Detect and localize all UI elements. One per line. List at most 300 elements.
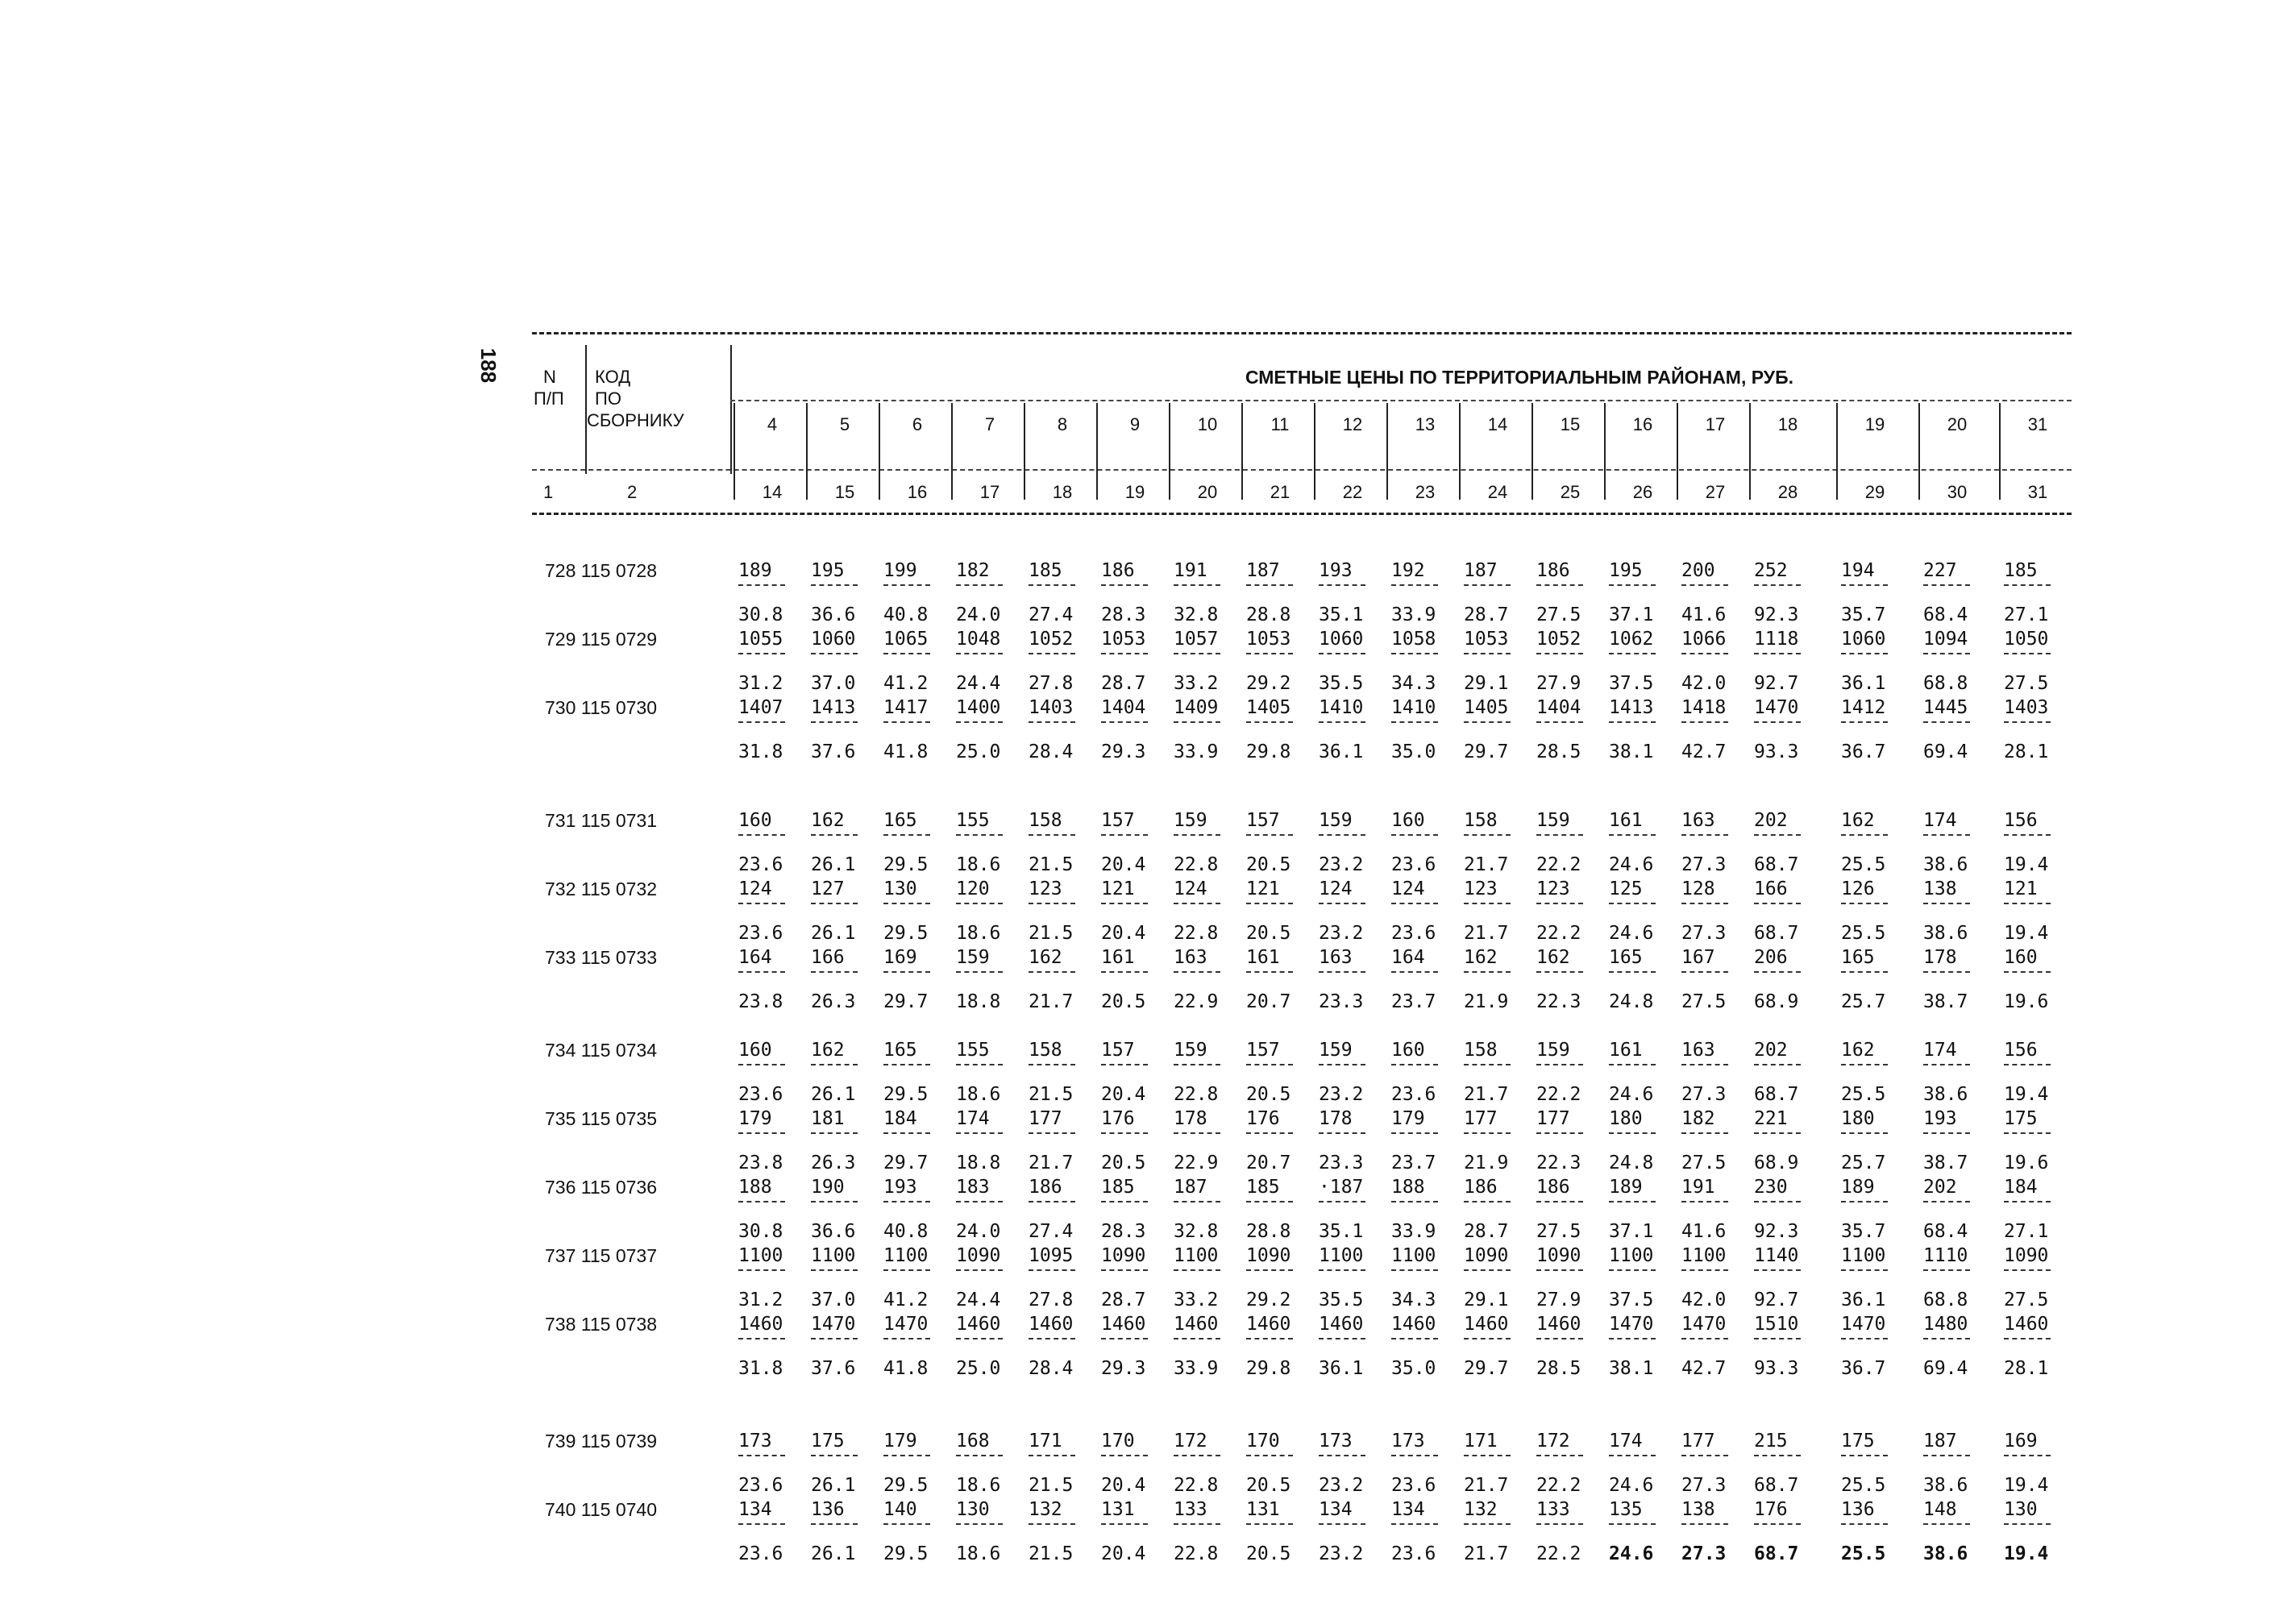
price-value: 180 <box>1609 1108 1643 1129</box>
coefficient-value: 23.7 <box>1391 991 1436 1012</box>
fraction-divider <box>1536 834 1583 836</box>
fraction-divider <box>1681 721 1728 723</box>
fraction-divider <box>2004 1201 2051 1202</box>
price-value: 1100 <box>1174 1245 1219 1266</box>
price-value: 124 <box>1319 878 1353 899</box>
coefficient-value: 69.4 <box>1923 1358 1968 1379</box>
fraction-divider <box>1464 971 1511 973</box>
fraction-divider <box>956 1523 1003 1525</box>
price-value: 179 <box>883 1431 917 1452</box>
fraction-divider <box>1754 1064 1801 1065</box>
price-value: 1060 <box>811 629 856 650</box>
coefficient-value: 36.1 <box>1319 741 1364 762</box>
coefficient-value: 24.6 <box>1609 1543 1654 1564</box>
fraction-divider <box>1681 1455 1728 1456</box>
fraction-divider <box>1841 1455 1888 1456</box>
coefficient-value: 68.7 <box>1754 1475 1799 1496</box>
fraction-divider <box>2004 1523 2051 1525</box>
price-value: 1470 <box>811 1314 856 1335</box>
coefficient-value: 21.7 <box>1464 854 1509 875</box>
column-number: 18 <box>1052 482 1073 502</box>
coefficient-value: 35.1 <box>1319 1221 1364 1242</box>
page-number: 188 <box>476 347 501 384</box>
fraction-divider <box>1841 584 1888 586</box>
column-number: 27 <box>1705 482 1726 502</box>
coefficient-value: 27.1 <box>2004 1221 2049 1242</box>
price-value: 127 <box>811 878 845 899</box>
coefficient-value: 22.8 <box>1174 1084 1219 1105</box>
fraction-divider <box>811 1064 858 1065</box>
fraction-divider <box>883 653 930 654</box>
price-value: 165 <box>883 810 917 831</box>
price-value: 185 <box>2004 560 2038 581</box>
coefficient-value: 21.9 <box>1464 1153 1509 1173</box>
fraction-divider <box>1174 1064 1220 1065</box>
price-value: 135 <box>1609 1499 1643 1520</box>
fraction-divider <box>811 584 858 586</box>
coefficient-value: 35.0 <box>1391 1358 1436 1379</box>
region-number: 5 <box>839 414 850 434</box>
row-code: 729 115 0729 <box>545 629 657 650</box>
fraction-divider <box>1754 971 1801 973</box>
coefficient-value: 25.5 <box>1841 854 1886 875</box>
fraction-divider <box>1029 834 1075 836</box>
fraction-divider <box>1536 1338 1583 1339</box>
fraction-divider <box>956 1132 1003 1134</box>
coefficient-value: 68.7 <box>1754 854 1799 875</box>
fraction-divider <box>1841 1338 1888 1339</box>
price-value: 1470 <box>1841 1314 1886 1335</box>
fraction-divider <box>956 1269 1003 1271</box>
price-value: 1470 <box>1609 1314 1654 1335</box>
coefficient-value: 18.6 <box>956 923 1001 944</box>
coefficient-value: 92.7 <box>1754 1290 1799 1310</box>
price-value: 171 <box>1464 1431 1498 1452</box>
price-value: 1100 <box>1391 1245 1436 1266</box>
coefficient-value: 37.1 <box>1609 604 1654 625</box>
coefficient-value: 18.6 <box>956 854 1001 875</box>
fraction-divider <box>883 971 930 973</box>
fraction-divider <box>1029 903 1075 904</box>
price-value: 1412 <box>1841 697 1886 718</box>
price-value: 173 <box>1319 1431 1353 1452</box>
coefficient-value: 35.5 <box>1319 673 1364 694</box>
coefficient-value: 38.1 <box>1609 741 1654 762</box>
column-number: 14 <box>762 482 783 502</box>
price-value: 157 <box>1101 810 1135 831</box>
fraction-divider <box>1391 653 1438 654</box>
price-value: 193 <box>1319 560 1353 581</box>
coefficient-value: 22.3 <box>1536 991 1581 1012</box>
price-value: 185 <box>1246 1177 1280 1198</box>
coefficient-value: 29.1 <box>1464 1290 1509 1310</box>
price-value: 175 <box>811 1431 845 1452</box>
price-value: 1460 <box>956 1314 1001 1335</box>
coefficient-value: 27.5 <box>1536 1221 1581 1242</box>
price-value: 162 <box>811 810 845 831</box>
fraction-divider <box>2004 834 2051 836</box>
fraction-divider <box>1319 1201 1365 1202</box>
coefficient-value: 23.6 <box>738 1543 783 1564</box>
fraction-divider <box>1536 721 1583 723</box>
coefficient-value: 25.5 <box>1841 923 1886 944</box>
fraction-divider <box>1536 1455 1583 1456</box>
coefficient-value: 29.5 <box>883 1084 929 1105</box>
fraction-divider <box>1681 1201 1728 1202</box>
fraction-divider <box>1754 1269 1801 1271</box>
fraction-divider <box>1609 834 1656 836</box>
price-value: 1460 <box>738 1314 783 1335</box>
fraction-divider <box>1101 1064 1148 1065</box>
coefficient-value: 38.1 <box>1609 1358 1654 1379</box>
fraction-divider <box>883 1455 930 1456</box>
price-value: 1480 <box>1923 1314 1968 1335</box>
region-number: 13 <box>1415 414 1436 434</box>
price-value: 172 <box>1536 1431 1570 1452</box>
fraction-divider <box>1246 1523 1293 1525</box>
price-value: 1057 <box>1174 629 1219 650</box>
fraction-divider <box>738 1523 785 1525</box>
fraction-divider <box>1101 1132 1148 1134</box>
coefficient-value: 27.3 <box>1681 1084 1727 1105</box>
coefficient-value: 27.5 <box>2004 673 2049 694</box>
coefficient-value: 22.8 <box>1174 854 1219 875</box>
price-value: 132 <box>1029 1499 1062 1520</box>
coefficient-value: 25.7 <box>1841 1153 1886 1173</box>
price-value: 161 <box>1101 947 1135 968</box>
fraction-divider <box>811 1132 858 1134</box>
coefficient-value: 25.5 <box>1841 1475 1886 1496</box>
fraction-divider <box>1754 584 1801 586</box>
price-value: 187 <box>1246 560 1280 581</box>
price-value: 176 <box>1101 1108 1135 1129</box>
region-divider <box>806 403 808 500</box>
price-value: 121 <box>1246 878 1280 899</box>
coefficient-value: 27.5 <box>1681 1153 1727 1173</box>
fraction-divider <box>1246 903 1293 904</box>
price-value: 162 <box>1536 947 1570 968</box>
price-value: 164 <box>1391 947 1425 968</box>
coefficient-value: 27.1 <box>2004 604 2049 625</box>
price-value: 193 <box>1923 1108 1957 1129</box>
price-value: 1062 <box>1609 629 1654 650</box>
region-divider <box>1314 403 1315 500</box>
price-value: 1407 <box>738 697 783 718</box>
fraction-divider <box>1536 1269 1583 1271</box>
fraction-divider <box>738 971 785 973</box>
fraction-divider <box>738 584 785 586</box>
coefficient-value: 24.8 <box>1609 1153 1654 1173</box>
fraction-divider <box>1464 903 1511 904</box>
coefficient-value: 23.8 <box>738 1153 783 1173</box>
fraction-divider <box>883 834 930 836</box>
fraction-divider <box>1536 903 1583 904</box>
coefficient-value: 20.7 <box>1246 991 1291 1012</box>
fraction-divider <box>1681 834 1728 836</box>
column-number: 29 <box>1864 482 1885 502</box>
fraction-divider <box>2004 653 2051 654</box>
price-value: 175 <box>1841 1431 1875 1452</box>
col-num-2: 2 <box>627 482 638 502</box>
column-number: 28 <box>1777 482 1798 502</box>
coefficient-value: 22.9 <box>1174 1153 1219 1173</box>
price-value: 1445 <box>1923 697 1968 718</box>
price-value: 159 <box>1536 1040 1570 1061</box>
fraction-divider <box>1319 653 1365 654</box>
fraction-divider <box>1391 1338 1438 1339</box>
fraction-divider <box>1609 1269 1656 1271</box>
coefficient-value: 24.8 <box>1609 991 1654 1012</box>
region-number: 12 <box>1342 414 1363 434</box>
fraction-divider <box>1029 1132 1075 1134</box>
fraction-divider <box>1841 1523 1888 1525</box>
coefficient-value: 18.6 <box>956 1084 1001 1105</box>
coefficient-value: 22.2 <box>1536 1543 1581 1564</box>
fraction-divider <box>1246 1338 1293 1339</box>
price-value: 176 <box>1246 1108 1280 1129</box>
region-number: 18 <box>1777 414 1798 434</box>
coefficient-value: 18.8 <box>956 991 1001 1012</box>
coefficient-value: 34.3 <box>1391 1290 1436 1310</box>
fraction-divider <box>1609 1201 1656 1202</box>
region-number: 9 <box>1129 414 1141 434</box>
coefficient-value: 19.6 <box>2004 991 2049 1012</box>
fraction-divider <box>1536 584 1583 586</box>
coefficient-value: 21.5 <box>1029 1475 1074 1496</box>
fraction-divider <box>1923 1201 1970 1202</box>
region-divider <box>879 403 880 500</box>
coefficient-value: 38.6 <box>1923 923 1968 944</box>
coefficient-value: 28.7 <box>1464 604 1509 625</box>
coefficient-value: 23.2 <box>1319 1543 1364 1564</box>
region-number: 20 <box>1947 414 1968 434</box>
price-value: 194 <box>1841 560 1875 581</box>
coefficient-value: 22.3 <box>1536 1153 1581 1173</box>
fraction-divider <box>1174 653 1220 654</box>
region-divider <box>734 403 735 500</box>
fraction-divider <box>738 1132 785 1134</box>
coefficient-value: 23.6 <box>1391 923 1436 944</box>
price-value: 1404 <box>1536 697 1581 718</box>
fraction-divider <box>1464 1201 1511 1202</box>
fraction-divider <box>1391 584 1438 586</box>
price-value: 123 <box>1536 878 1570 899</box>
coefficient-value: 29.7 <box>883 991 929 1012</box>
col-code-label-1: КОД <box>595 367 631 387</box>
coefficient-value: 31.2 <box>738 673 783 694</box>
coefficient-value: 35.1 <box>1319 604 1364 625</box>
fraction-divider <box>1029 1064 1075 1065</box>
fraction-divider <box>1246 653 1293 654</box>
fraction-divider <box>1464 1132 1511 1134</box>
price-value: 130 <box>956 1499 990 1520</box>
fraction-divider <box>2004 1269 2051 1271</box>
price-value: 1460 <box>1029 1314 1074 1335</box>
region-number: 15 <box>1560 414 1581 434</box>
fraction-divider <box>1174 1132 1220 1134</box>
price-value: 1100 <box>811 1245 856 1266</box>
fraction-divider <box>1319 1338 1365 1339</box>
price-value: 1066 <box>1681 629 1727 650</box>
coefficient-value: 36.1 <box>1319 1358 1364 1379</box>
fraction-divider <box>1101 653 1148 654</box>
fraction-divider <box>1464 1338 1511 1339</box>
fraction-divider <box>1754 721 1801 723</box>
fraction-divider <box>2004 1338 2051 1339</box>
fraction-divider <box>1174 721 1220 723</box>
coefficient-value: 23.2 <box>1319 1084 1364 1105</box>
fraction-divider <box>1681 1064 1728 1065</box>
fraction-divider <box>1754 1455 1801 1456</box>
coefficient-value: 35.0 <box>1391 741 1436 762</box>
row-code: 730 115 0730 <box>545 697 657 718</box>
fraction-divider <box>1391 1269 1438 1271</box>
price-value: 180 <box>1841 1108 1875 1129</box>
coefficient-value: 22.2 <box>1536 1475 1581 1496</box>
header-divider-1 <box>585 345 587 474</box>
fraction-divider <box>1029 1523 1075 1525</box>
coefficient-value: 36.7 <box>1841 741 1886 762</box>
column-number: 26 <box>1632 482 1653 502</box>
fraction-divider <box>956 903 1003 904</box>
price-value: 173 <box>738 1431 772 1452</box>
price-value: 166 <box>1754 878 1788 899</box>
price-value: 1090 <box>1101 1245 1146 1266</box>
price-value: 187 <box>1174 1177 1207 1198</box>
price-value: 173 <box>1391 1431 1425 1452</box>
price-value: 136 <box>1841 1499 1875 1520</box>
price-value: 1413 <box>1609 697 1654 718</box>
fraction-divider <box>1029 653 1075 654</box>
coefficient-value: 68.4 <box>1923 604 1968 625</box>
price-value: 160 <box>1391 810 1425 831</box>
coefficient-value: 29.5 <box>883 854 929 875</box>
coefficient-value: 42.0 <box>1681 673 1727 694</box>
price-value: 132 <box>1464 1499 1498 1520</box>
fraction-divider <box>1536 653 1583 654</box>
price-value: 140 <box>883 1499 917 1520</box>
fraction-divider <box>1923 1132 1970 1134</box>
price-value: 1405 <box>1246 697 1291 718</box>
coefficient-value: 41.2 <box>883 1290 929 1310</box>
price-value: 179 <box>738 1108 772 1129</box>
coefficient-value: 22.2 <box>1536 923 1581 944</box>
fraction-divider <box>1681 1132 1728 1134</box>
price-value: 159 <box>1319 810 1353 831</box>
fraction-divider <box>2004 1455 2051 1456</box>
coefficient-value: 26.1 <box>811 1084 856 1105</box>
price-value: 1410 <box>1319 697 1364 718</box>
fraction-divider <box>1391 903 1438 904</box>
price-value: 1404 <box>1101 697 1146 718</box>
fraction-divider <box>811 1455 858 1456</box>
coefficient-value: 68.8 <box>1923 673 1968 694</box>
header-bottom-rule <box>532 513 2072 515</box>
coefficient-value: 20.5 <box>1246 1084 1291 1105</box>
coefficient-value: 28.8 <box>1246 1221 1291 1242</box>
fraction-divider <box>1319 834 1365 836</box>
row-code: 737 115 0737 <box>545 1245 657 1266</box>
fraction-divider <box>2004 721 2051 723</box>
coefficient-value: 33.2 <box>1174 673 1219 694</box>
fraction-divider <box>1246 584 1293 586</box>
price-value: 221 <box>1754 1108 1788 1129</box>
fraction-divider <box>1536 1064 1583 1065</box>
row-code: 738 115 0738 <box>545 1314 657 1335</box>
coefficient-value: 37.6 <box>811 741 856 762</box>
coefficient-value: 92.3 <box>1754 604 1799 625</box>
price-value: 159 <box>956 947 990 968</box>
coefficient-value: 68.7 <box>1754 1084 1799 1105</box>
fraction-divider <box>1029 1455 1075 1456</box>
fraction-divider <box>956 721 1003 723</box>
fraction-divider <box>738 653 785 654</box>
fraction-divider <box>738 903 785 904</box>
fraction-divider <box>956 1064 1003 1065</box>
coefficient-value: 29.2 <box>1246 1290 1291 1310</box>
coefficient-value: 42.7 <box>1681 1358 1727 1379</box>
price-value: 185 <box>1029 560 1062 581</box>
price-value: 121 <box>2004 878 2038 899</box>
fraction-divider <box>1609 903 1656 904</box>
price-value: 162 <box>1029 947 1062 968</box>
price-value: 1100 <box>1841 1245 1886 1266</box>
fraction-divider <box>1536 971 1583 973</box>
price-value: 138 <box>1681 1499 1715 1520</box>
coefficient-value: 31.8 <box>738 741 783 762</box>
column-number: 15 <box>834 482 855 502</box>
price-value: 131 <box>1101 1499 1135 1520</box>
fraction-divider <box>1536 1523 1583 1525</box>
fraction-divider <box>811 1201 858 1202</box>
coefficient-value: 28.7 <box>1464 1221 1509 1242</box>
fraction-divider <box>1101 1338 1148 1339</box>
coefficient-value: 30.8 <box>738 604 783 625</box>
coefficient-value: 28.4 <box>1029 1358 1074 1379</box>
fraction-divider <box>1464 653 1511 654</box>
fraction-divider <box>1609 1338 1656 1339</box>
fraction-divider <box>1101 1523 1148 1525</box>
coefficient-value: 25.7 <box>1841 991 1886 1012</box>
price-value: 1460 <box>1391 1314 1436 1335</box>
price-value: 200 <box>1681 560 1715 581</box>
price-value: 174 <box>956 1108 990 1129</box>
fraction-divider <box>1681 1338 1728 1339</box>
coefficient-value: 30.8 <box>738 1221 783 1242</box>
price-value: 1460 <box>1101 1314 1146 1335</box>
coefficient-value: 23.6 <box>1391 1475 1436 1496</box>
coefficient-value: 23.6 <box>738 854 783 875</box>
fraction-divider <box>1681 971 1728 973</box>
column-number: 17 <box>979 482 1000 502</box>
region-number: 8 <box>1057 414 1068 434</box>
price-value: 1060 <box>1319 629 1364 650</box>
coefficient-value: 29.7 <box>1464 741 1509 762</box>
row-code: 731 115 0731 <box>545 810 657 831</box>
price-value: 1065 <box>883 629 929 650</box>
coefficient-value: 24.4 <box>956 673 1001 694</box>
price-value: 189 <box>1841 1177 1875 1198</box>
fraction-divider <box>1391 1132 1438 1134</box>
price-value: 188 <box>1391 1177 1425 1198</box>
header-region-rule <box>730 400 2072 401</box>
price-value: 178 <box>1923 947 1957 968</box>
fraction-divider <box>956 1455 1003 1456</box>
price-value: 121 <box>1101 878 1135 899</box>
fraction-divider <box>1101 834 1148 836</box>
fraction-divider <box>1029 1201 1075 1202</box>
column-number: 22 <box>1342 482 1363 502</box>
